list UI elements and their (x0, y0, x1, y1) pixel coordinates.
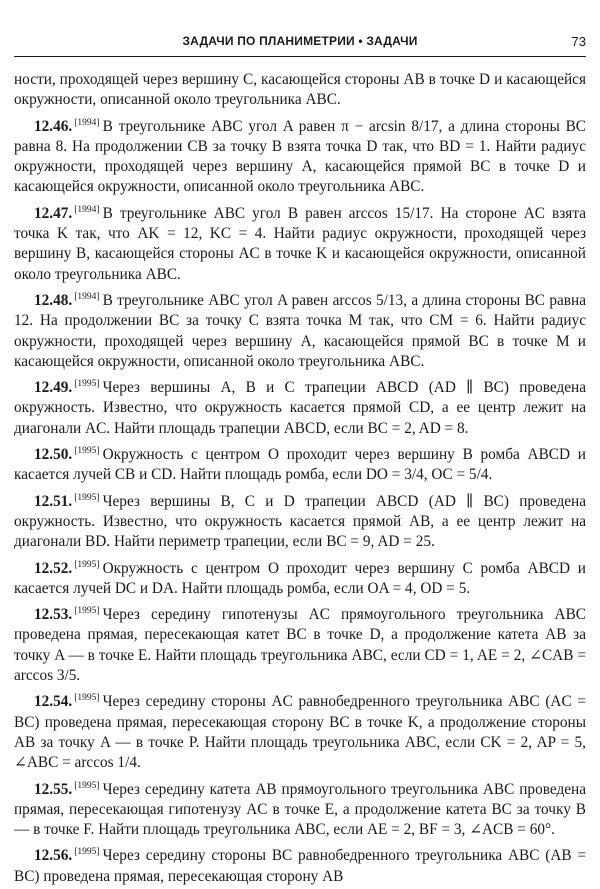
page-body (14, 70, 586, 889)
problem-text: Через середину стороны BC равнобедренного треугольника ABC (AB = BC) проведена прямая, пересекающая сторону AB (14, 847, 586, 885)
problem-year: [1995] (74, 492, 100, 503)
problem-12-49 (14, 374, 586, 439)
problem-number: 12.56. (34, 847, 73, 865)
problem-year: [1995] (74, 780, 100, 791)
problem-number: 12.50. (34, 446, 73, 464)
problem-text: Через середину катета AB прямоугольного треугольника ABC проведена прямая, пересекающая гипотенузу AC в точке E, а продолжение катета BC за точку B — в точке F. Найти площадь треугольника ABC, если AE = 2, BF = 3, ∠ACB = 60°. (14, 780, 586, 839)
problem-number: 12.55. (34, 780, 73, 798)
problem-number: 12.47. (34, 204, 73, 222)
continuation-paragraph: ности, проходящей через вершину C, касающейся стороны AB в точке D и касающейся окружности, описанной около треугольника ABC. (14, 71, 586, 109)
problem-text: В треугольнике ABC угол B равен arccos 15/17. На стороне AC взята точка K так, что AK = 12, KC = 4. Найти радиус окружности, проходящей через вершину B, касающейся стороны AC в точке K и касающейся окружности, описанной около треугольника ABC. (14, 204, 586, 283)
problem-year: [1994] (74, 117, 100, 128)
problem-year: [1995] (74, 446, 100, 457)
problem-12-51 (14, 488, 586, 553)
problem-text: Через середину гипотенузы AC прямоугольного треугольника ABC проведена прямая, пересекающая катет BC в точке D, а продолжение катета AB за точку A — в точке E. Найти площадь треугольника ABC, если CD = 1, AE = 2, ∠CAB = arccos 3/5. (14, 606, 586, 685)
page-header (14, 34, 586, 57)
problem-12-55 (14, 776, 586, 841)
problem-text: Через середину стороны AC равнобедренного треугольника ABC (AC = BC) проведена прямая, пересекающая сторону BC в точке K, а продолжение стороны AB за точку A — в точке P. Найти площадь треугольника ABC, если CK = 2, AP = 5, ∠ABC = arccos 1/4. (14, 693, 586, 772)
problem-year: [1994] (74, 291, 100, 302)
problem-number: 12.51. (34, 492, 73, 510)
problem-year: [1995] (74, 559, 100, 570)
problem-12-50 (14, 441, 586, 486)
problem-year: [1995] (74, 379, 100, 390)
problem-number: 12.48. (34, 291, 73, 309)
problem-12-54 (14, 688, 586, 773)
problem-number: 12.52. (34, 559, 73, 577)
problem-number: 12.53. (34, 606, 73, 624)
problem-year: [1995] (74, 847, 100, 858)
problem-12-53 (14, 601, 586, 686)
problem-year: [1995] (74, 606, 100, 617)
problem-text: Через вершины B, C и D трапеции ABCD (AD ∥ BC) проведена окружность. Известно, что окружность касается прямой AB, а ее центр лежит на диагонали BD. Найти периметр трапеции, если BC = 9, AD = 25. (14, 492, 586, 551)
problem-year: [1995] (74, 693, 100, 704)
problem-number: 12.54. (34, 693, 73, 711)
problem-number: 12.49. (34, 379, 73, 397)
problem-12-52 (14, 555, 586, 600)
problem-number: 12.46. (34, 117, 73, 135)
problem-text: Окружность с центром O проходит через вершину C ромба ABCD и касается лучей DC и DA. Найти площадь ромба, если OA = 4, OD = 5. (14, 559, 586, 597)
problem-year: [1994] (74, 204, 100, 215)
problem-12-46 (14, 113, 586, 198)
problem-text: Через вершины A, B и C трапеции ABCD (AD ∥ BC) проведена окружность. Известно, что окружность касается прямой CD, а ее центр лежит на диагонали AC. Найти площадь трапеции ABCD, если BC = 2, AD = 8. (14, 379, 586, 437)
problem-12-56 (14, 842, 586, 887)
problem-text: Окружность с центром O проходит через вершину B ромба ABCD и касается лучей CB и CD. Найти площадь ромба, если DO = 3/4, OC = 5/4. (14, 446, 586, 484)
problem-text: В треугольнике ABC угол A равен π − arcsin 8/17, а длина стороны BC равна 8. На продолжении CB за точку B взята точка D так, что BD = 1. Найти радиус окружности, проходящей через вершину A, касающейся прямой BC в точке D и касающейся окружности, описанной около треугольника ABC. (14, 117, 586, 196)
running-head: ЗАДАЧИ ПО ПЛАНИМЕТРИИ • ЗАДАЧИ (182, 34, 418, 48)
problem-text: В треугольнике ABC угол A равен arccos 5/13, а длина стороны BC равна 12. На продолжении BC за точку C взята точка M так, что CM = 6. Найти радиус окружности, проходящей через вершину A, касающейся прямой BC в точке M и касающейся окружности, описанной около треугольника ABC. (14, 291, 586, 370)
page-number: 73 (571, 34, 586, 49)
problem-12-48 (14, 287, 586, 372)
problem-12-47 (14, 200, 586, 285)
